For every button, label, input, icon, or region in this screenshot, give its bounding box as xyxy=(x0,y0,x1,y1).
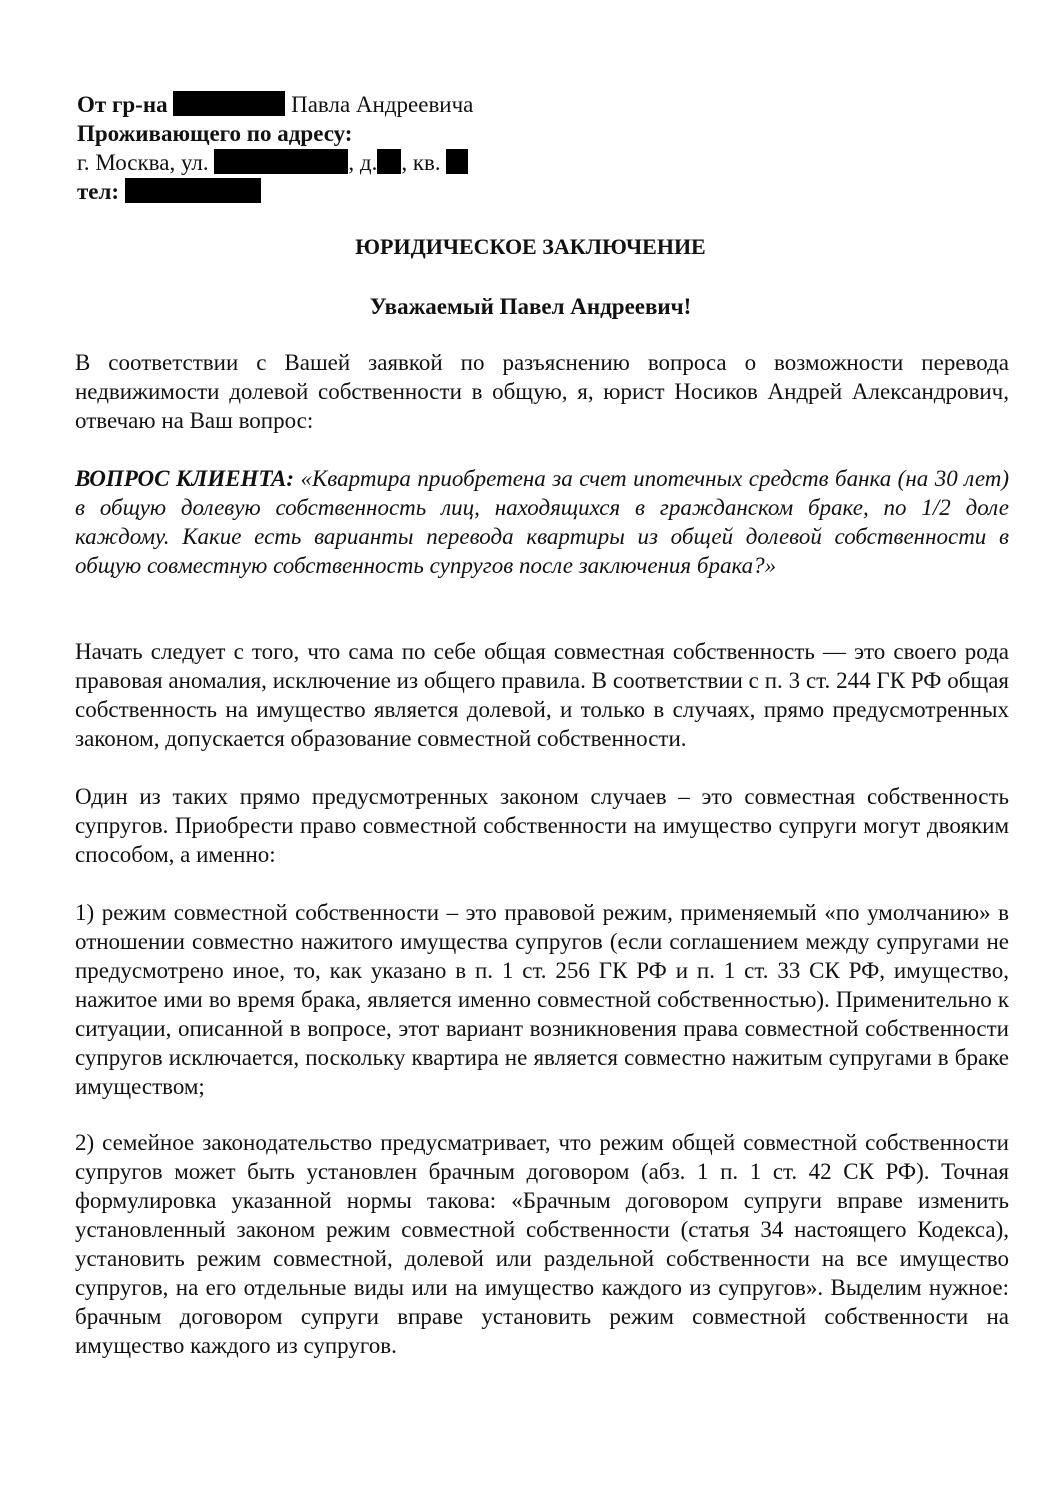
paragraph-2: Один из таких прямо предусмотренных законом случаев – это совместная собственность супругов. Приобрести право совместной собственности на имущество супруги могут двояким способом, а именно: xyxy=(75,784,1009,867)
sender-name: Павла Андреевича xyxy=(291,92,474,117)
client-question xyxy=(75,464,1009,580)
paragraph-4: 2) семейное законодательство предусматривает, что режим общей совместной собственности супругов может быть установлен брачным договором (абз. 1 п. 1 ст. 42 СК РФ). Точная формулировка указанной нормы такова: «Брачным договором супруги вправе изменить установленный законом режим совместной собственности (статья 34 настоящего Кодекса), установить режим совместной, долевой или раздельной собственности на все имущество супругов, на его отдельные виды или на имущество каждого из супругов». Выделим нужное: брачным договором супруги вправе установить режим совместной собственности на имущество каждого из супругов. xyxy=(75,1130,1009,1358)
redacted-street xyxy=(214,149,348,174)
greeting: Уважаемый Павел Андреевич! xyxy=(369,294,692,319)
document-title: ЮРИДИЧЕСКОЕ ЗАКЛЮЧЕНИЕ xyxy=(355,234,706,259)
redacted-phone xyxy=(125,178,261,203)
address-label-line xyxy=(77,119,777,148)
sender-block xyxy=(77,90,777,206)
question-label: ВОПРОС КЛИЕНТА: xyxy=(75,466,295,491)
sender-line xyxy=(77,90,777,119)
redacted-surname xyxy=(173,91,285,116)
address-house: , д. xyxy=(348,150,378,175)
address-city: г. Москва, ул. xyxy=(77,150,209,175)
address-label: Проживающего по адресу: xyxy=(77,121,353,146)
redacted-house xyxy=(377,149,401,174)
phone-label: тел: xyxy=(77,179,120,204)
address-line xyxy=(77,148,777,177)
paragraph-1: Начать следует с того, что сама по себе общая совместная собственность — это своего рода правовая аномалия, исключение из общего правила. В соответствии с п. 3 ст. 244 ГК РФ общая собственность на имущество является долевой, и только в случаях, прямо предусмотренных законом, допускается образование совместной собственности. xyxy=(75,639,1009,751)
question-text: «Квартира приобретена за счет ипотечных средств банка (на 30 лет) в общую долевую собственность лиц, находящихся в гражданском браке, по 1/2 доле каждому. Какие есть варианты перевода квартиры из общей долевой собственности в общую совместную собственность супругов после заключения брака?» xyxy=(75,466,1009,578)
from-label: От гр-на xyxy=(77,92,168,117)
paragraph-3: 1) режим совместной собственности – это правовой режим, применяемый «по умолчанию» в отношении совместно нажитого имущества супругов (если соглашением между супругами не предусмотрено иное, то, как указано в п. 1 ст. 256 ГК РФ и п. 1 ст. 33 СК РФ, имущество, нажитое ими во время брака, является именно совместной собственностью). Применительно к ситуации, описанной в вопросе, этот вариант возникновения права совместной собственности супругов исключается, поскольку квартира не является совместно нажитым супругами в браке имуществом; xyxy=(75,900,1009,1099)
phone-line xyxy=(77,177,777,206)
redacted-apartment xyxy=(446,149,468,174)
address-apt: , кв. xyxy=(401,150,441,175)
intro-paragraph: В соответствии с Вашей заявкой по разъяснению вопроса о возможности перевода недвижимости долевой собственности в общую, я, юрист Носиков Андрей Александрович, отвечаю на Ваш вопрос: xyxy=(75,350,1009,433)
